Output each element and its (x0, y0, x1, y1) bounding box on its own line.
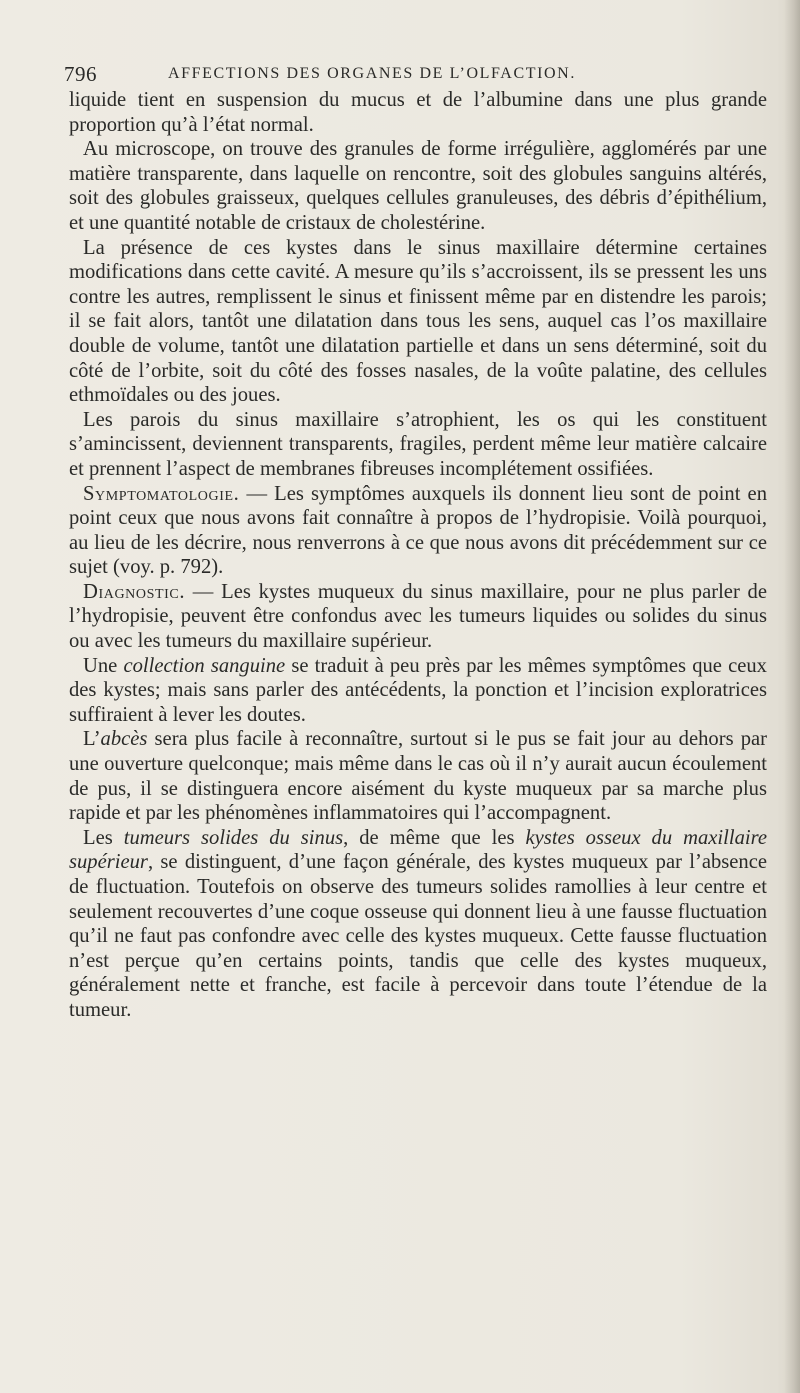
paragraph-text: — Les symptômes auxquels ils donnent lieu sont de point en point ceux que nous avons fait connaître à propos de l’hydropisie. Voilà pourquoi, au lieu de les décrire, nous renverrons à ce que nous avons dit précédemment sur ce sujet (voy. p. 792). (69, 482, 767, 579)
italic-term: collection sanguine (123, 654, 286, 677)
italic-term: kystes osseux du maxillaire supérieur (69, 826, 768, 874)
italic-term: abcès (100, 728, 148, 751)
paragraph-abces (69, 727, 767, 825)
paragraph-tumeurs-solides (69, 826, 767, 1023)
paragraph-text: , de même que les (343, 826, 526, 849)
italic-term: tumeurs solides du sinus (123, 826, 344, 849)
paragraph-text: L’ (83, 728, 101, 751)
page-number: 796 (64, 62, 97, 86)
paragraph-text: — Les kystes muqueux du sinus maxillaire, pour ne plus parler de l’hydropisie, peuvent être confondus avec les tumeurs liquides ou solides du sinus ou avec les tumeurs du maxillaire supérieur. (69, 580, 767, 653)
body-text (69, 88, 767, 1023)
running-head: AFFECTIONS DES ORGANES DE L’OLFACTION. (168, 65, 576, 82)
paragraph-microscope: Au microscope, on trouve des granules de forme irrégulière, agglomérés par une matière transparente, dans laquelle on rencontre, soit des globules sanguins altérés, soit des globules graisseux, quelques cellules granuleuses, des débris d’épithélium, et une quantité notable de cristaux de cholestérine. (69, 138, 767, 234)
page-edge-shadow (784, 0, 800, 1393)
paragraph-symptomatologie (69, 482, 767, 580)
section-heading-symptomatologie: Symptomatologie. (83, 482, 240, 505)
paragraph-text: se traduit à peu près par les mêmes symptômes que ceux des kystes; mais sans parler des antécédents, la ponction et l’incision exploratrices suffiraient à lever les doutes. (69, 654, 767, 726)
paragraph-diagnostic (69, 580, 767, 654)
paragraph-text: sera plus facile à reconnaître, surtout si le pus se fait jour au dehors par une ouverture quelconque; mais même dans le cas où il n’y aurait aucun écoulement de pus, il se distinguera encore aisément du kyste muqueux par sa marche plus rapide et par les phénomènes inflammatoires qui l’accompagnent. (69, 728, 767, 825)
paragraph-presence: La présence de ces kystes dans le sinus maxillaire détermine certaines modifications dans cette cavité. A mesure qu’ils s’accroissent, ils se pressent les uns contre les autres, remplissent le sinus et finissent même par en distendre les parois; il se fait alors, tantôt une dilatation dans tous les sens, auquel cas l’os maxillaire double de volume, tantôt une dilatation partielle et dans un sens déterminé, soit du côté de l’orbite, soit du côté des fosses nasales, de la voûte palatine, des cellules ethmoïdales ou des joues. (69, 236, 767, 407)
paragraph-text: , se distinguent, d’une façon générale, des kystes muqueux par l’absence de fluctuation. Toutefois on observe des tumeurs solides ramollies à leur centre et seulement recouvertes d’une coque osseuse qui donnent lieu à une fausse fluctuation qu’il ne faut pas confondre avec celle des kystes muqueux. Cette fausse fluctuation n’est perçue qu’en certains points, tandis que celle des kystes muqueux, généralement nette et franche, est facile à percevoir dans toute l’étendue de la tumeur. (69, 851, 767, 1021)
section-heading-diagnostic: Diagnostic. (83, 580, 186, 603)
paragraph-continuation: liquide tient en suspension du mucus et de l’albumine dans une plus grande proportion qu’à l’état normal. (69, 89, 767, 136)
paragraph-text: Les (83, 826, 124, 849)
paragraph-collection-sanguine (69, 654, 767, 728)
paragraph-text: Une (83, 654, 124, 677)
paragraph-parois: Les parois du sinus maxillaire s’atrophient, les os qui les constituent s’amincissent, deviennent transparents, fragiles, perdent même leur matière calcaire et prennent l’aspect de membranes fibreuses incomplétement ossifiées. (69, 408, 767, 480)
